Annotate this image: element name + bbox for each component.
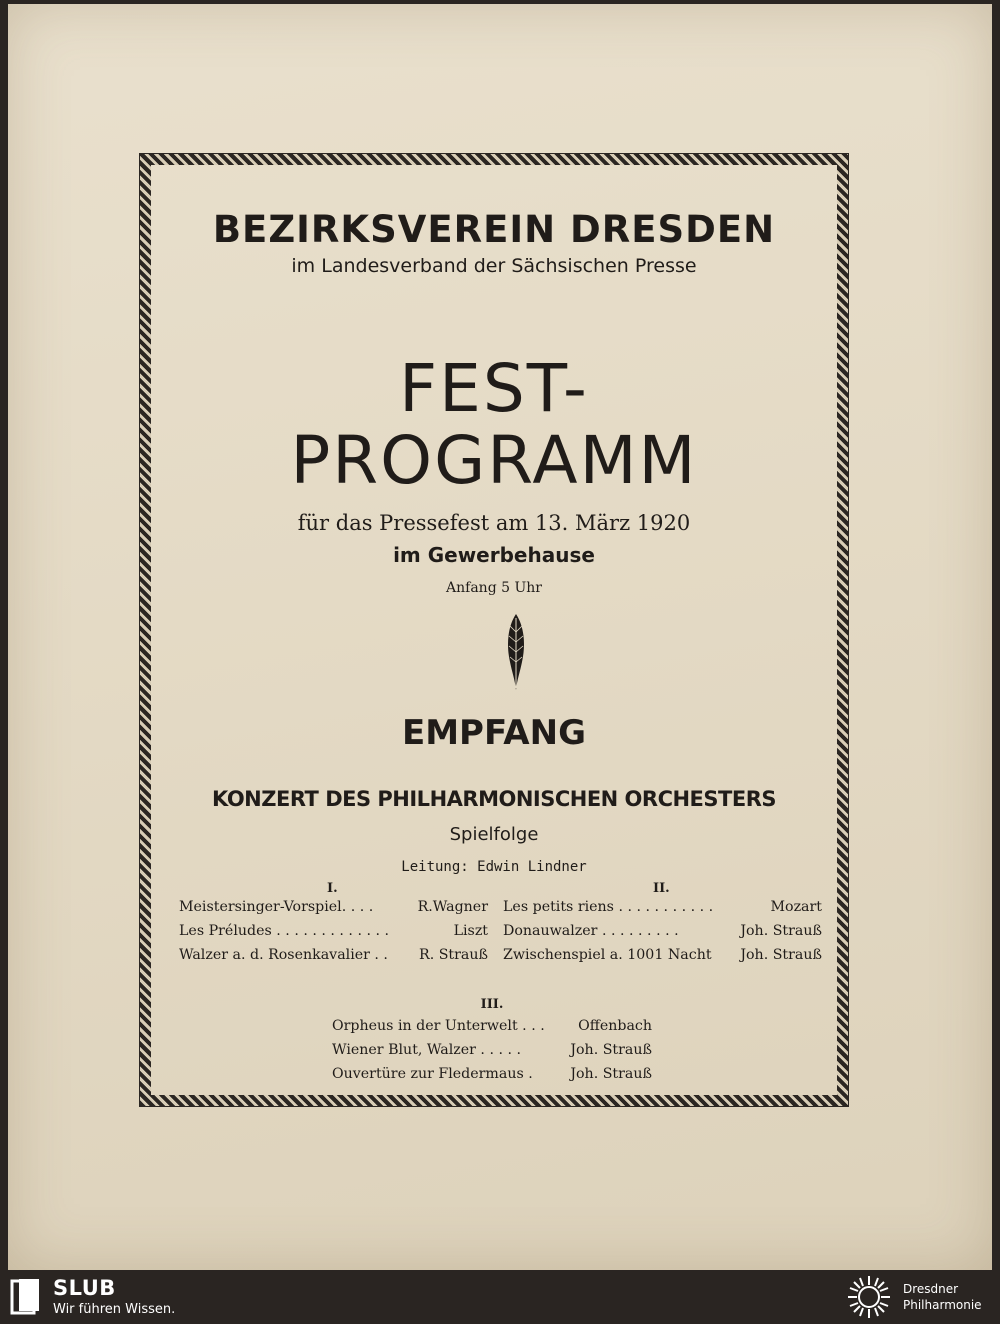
list-item: Donauwalzer . . . . . . . . . Joh. Strauß (503, 923, 822, 939)
start-time: Anfang 5 Uhr (446, 580, 542, 596)
list-item: Orpheus in der Unterwelt . . . Offenbach (332, 1018, 652, 1034)
part-numeral: I. (327, 881, 338, 896)
organization-subtitle: im Landesverband der Sächsischen Presse (291, 255, 697, 277)
concert-heading: KONZERT DES PHILHARMONISCHEN ORCHESTERS (212, 787, 776, 811)
library-tagline: Wir führen Wissen. (53, 1302, 176, 1317)
leaf-ornament-icon (504, 612, 528, 692)
list-item: Les Préludes . . . . . . . . . . . . . Liszt (179, 923, 488, 939)
event-line: für das Pressefest am 13. März 1920 (297, 511, 691, 535)
partner-name-line1: Dresdner (903, 1282, 959, 1296)
list-item: Meistersinger-Vorspiel. . . . R.Wagner (179, 899, 488, 915)
document-page (8, 4, 992, 1270)
part-numeral: III. (480, 997, 504, 1012)
organization-title: BEZIRKSVEREIN DRESDEN (212, 208, 776, 251)
venue-line: im Gewerbehause (393, 543, 595, 567)
conductor-line: Leitung: Edwin Lindner (401, 859, 587, 875)
program-title-line1: FEST- (399, 350, 589, 427)
program-part-2 (503, 881, 822, 967)
slub-logo-icon[interactable] (10, 1277, 42, 1317)
list-item: Zwischenspiel a. 1001 Nacht Joh. Strauß (503, 947, 822, 963)
program-part-1 (179, 881, 488, 967)
library-name[interactable]: SLUB (53, 1276, 116, 1300)
viewer-footer (0, 1270, 1000, 1324)
list-item: Walzer a. d. Rosenkavalier . . R. Strauß (179, 947, 488, 963)
philharmonie-logo-icon[interactable] (846, 1274, 892, 1320)
list-item: Les petits riens . . . . . . . . . . . Mozart (503, 899, 822, 915)
reception-heading: EMPFANG (402, 713, 586, 753)
list-item: Ouvertüre zur Fledermaus . Joh. Strauß (332, 1066, 652, 1082)
part-numeral: II. (653, 881, 670, 896)
ornamental-border (140, 154, 848, 1106)
list-item: Wiener Blut, Walzer . . . . . Joh. Strauß (332, 1042, 652, 1058)
program-title-line2: PROGRAMM (290, 422, 698, 499)
program-part-3 (332, 996, 652, 1086)
program-heading: Spielfolge (449, 824, 539, 845)
partner-name-line2: Philharmonie (903, 1298, 982, 1312)
